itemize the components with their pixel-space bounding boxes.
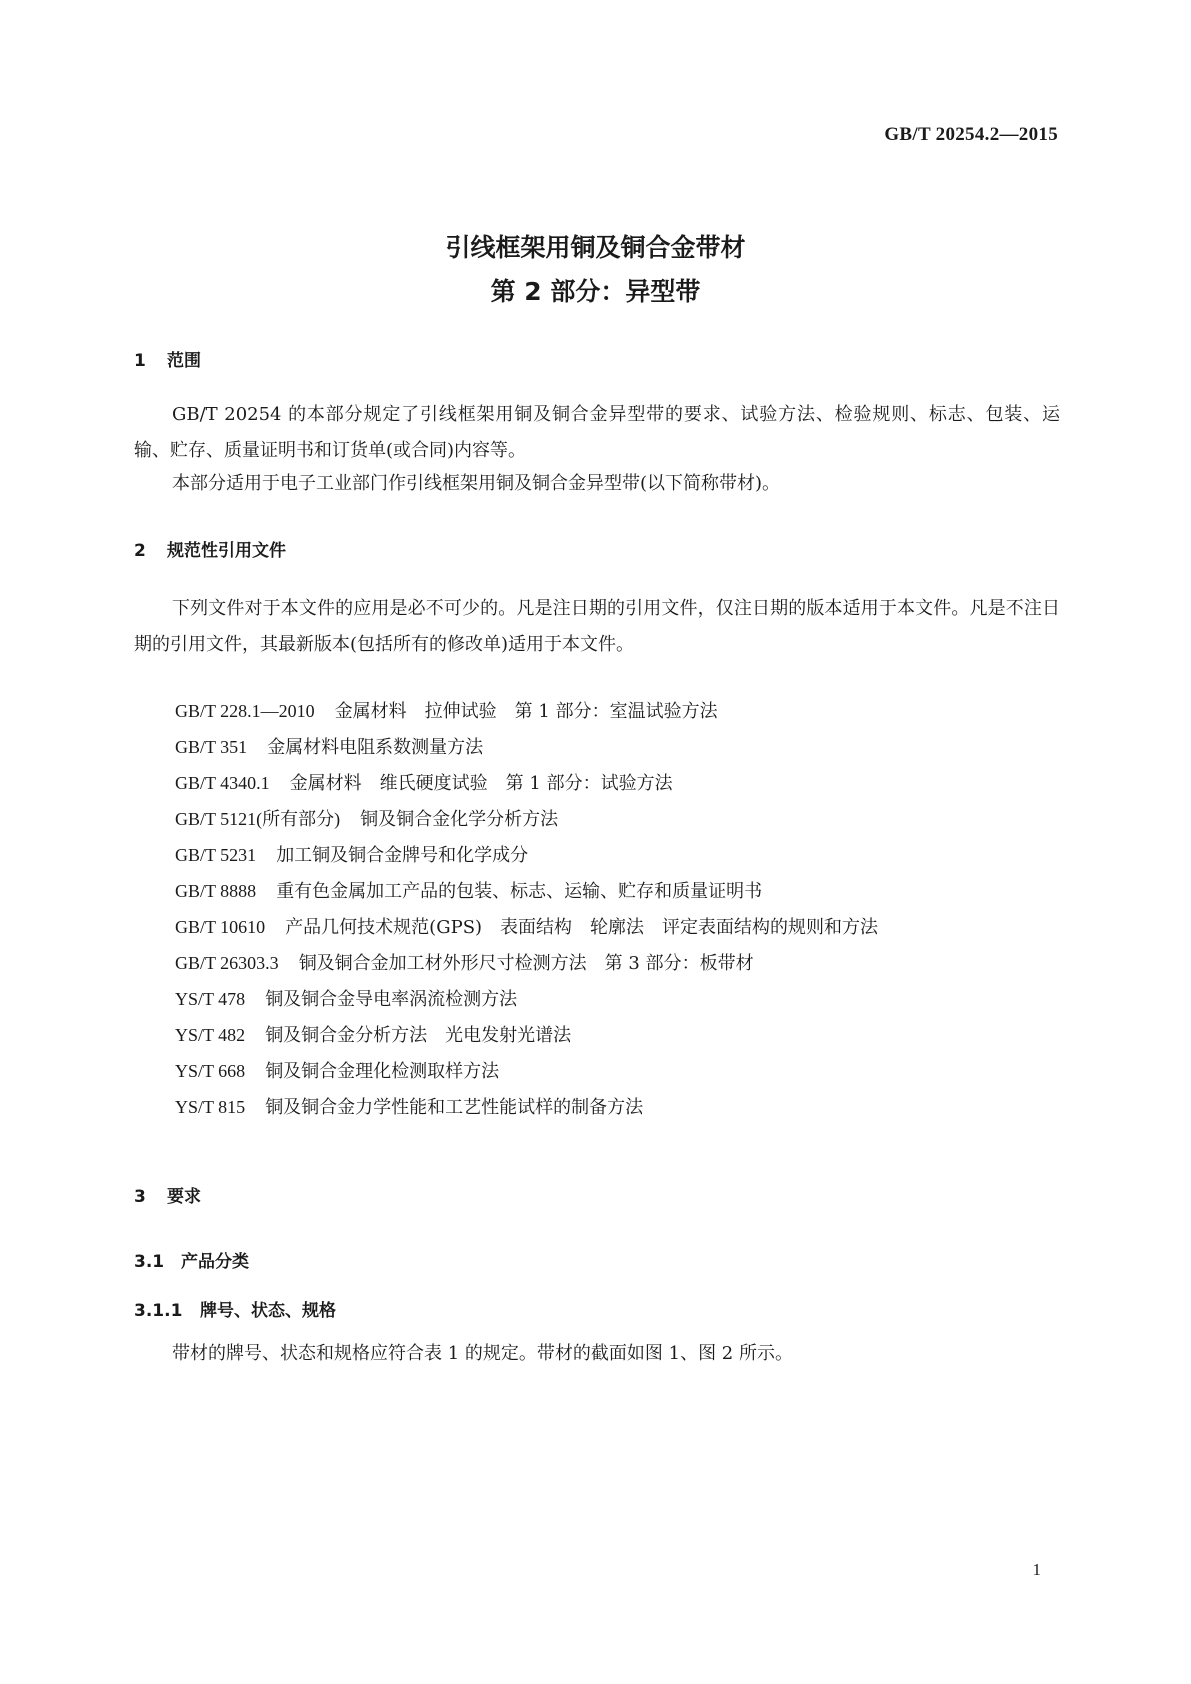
reference-item [175,981,878,1017]
reference-code: GB/T 26303.3 [175,953,279,973]
reference-title: 铜及铜合金分析方法 光电发射光谱法 [265,1025,572,1046]
section-number: 3.1 [134,1252,165,1272]
reference-item [175,801,878,837]
section-2-intro: 下列文件对于本文件的应用是必不可少的。凡是注日期的引用文件，仅注日期的版本适用于本文件。凡是不注日期的引用文件，其最新版本(包括所有的修改单)适用于本文件。 [134,598,1060,655]
reference-code: YS/T 668 [175,1061,246,1081]
section-3-1-1-text: 带材的牌号、状态和规格应符合表 1 的规定。带材的截面如图 1、图 2 所示。 [172,1343,793,1364]
reference-code: GB/T 8888 [175,881,257,901]
reference-code: GB/T 5231 [175,845,257,865]
section-number: 3 [134,1187,146,1207]
reference-title: 铜及铜合金导电率涡流检测方法 [265,989,518,1010]
reference-title: 加工铜及铜合金牌号和化学成分 [276,845,529,866]
reference-title: 重有色金属加工产品的包装、标志、运输、贮存和质量证明书 [276,881,763,902]
reference-item [175,909,878,945]
section-3-1-1-heading [134,1296,336,1321]
reference-item [175,873,878,909]
reference-code: GB/T 5121(所有部分) [175,809,341,829]
section-title: 牌号、状态、规格 [200,1301,336,1321]
reference-title: 金属材料 拉伸试验 第 1 部分：室温试验方法 [334,701,718,722]
reference-item [175,1053,878,1089]
reference-title: 铜及铜合金理化检测取样方法 [265,1061,500,1082]
document-title: 引线框架用铜及铜合金带材 [445,233,746,262]
section-3-1-heading [134,1247,249,1272]
section-number: 1 [134,351,146,371]
reference-item [175,729,878,765]
section-2-heading [134,536,286,561]
reference-code: YS/T 482 [175,1025,246,1045]
reference-title: 铜及铜合金加工材外形尺寸检测方法 第 3 部分：板带材 [298,953,754,974]
section-number: 2 [134,541,146,561]
standard-code: GB/T 20254.2—2015 [884,124,1058,145]
reference-code: GB/T 228.1—2010 [175,701,315,721]
reference-item [175,765,878,801]
reference-title: 金属材料电阻系数测量方法 [267,737,484,758]
reference-code: YS/T 478 [175,989,246,1009]
reference-title: 铜及铜合金力学性能和工艺性能试样的制备方法 [265,1097,644,1118]
section-1-paragraph-2: 本部分适用于电子工业部门作引线框架用铜及铜合金异型带(以下简称带材)。 [172,473,781,494]
section-1-heading [134,346,201,371]
reference-title: 产品几何技术规范(GPS) 表面结构 轮廓法 评定表面结构的规则和方法 [285,917,879,938]
normative-references-list [175,693,878,1125]
section-title: 规范性引用文件 [167,541,286,561]
reference-code: GB/T 10610 [175,917,266,937]
reference-code: YS/T 815 [175,1097,246,1117]
section-title: 产品分类 [181,1252,249,1272]
reference-title: 金属材料 维氏硬度试验 第 1 部分：试验方法 [289,773,673,794]
reference-item [175,945,878,981]
reference-item [175,1017,878,1053]
reference-item [175,837,878,873]
section-title: 要求 [167,1187,201,1207]
reference-code: GB/T 4340.1 [175,773,270,793]
section-number: 3.1.1 [134,1301,183,1321]
section-title: 范围 [167,351,201,371]
reference-code: GB/T 351 [175,737,248,757]
reference-title: 铜及铜合金化学分析方法 [360,809,559,830]
reference-item [175,693,878,729]
section-3-heading [134,1182,201,1207]
reference-item [175,1089,878,1125]
document-subtitle: 第 2 部分：异型带 [490,277,701,306]
section-1-paragraph-1: GB/T 20254 的本部分规定了引线框架用铜及铜合金异型带的要求、试验方法、检验规则、标志、包装、运输、贮存、质量证明书和订货单(或合同)内容等。 [134,404,1060,461]
page-number: 1 [1032,1560,1041,1579]
